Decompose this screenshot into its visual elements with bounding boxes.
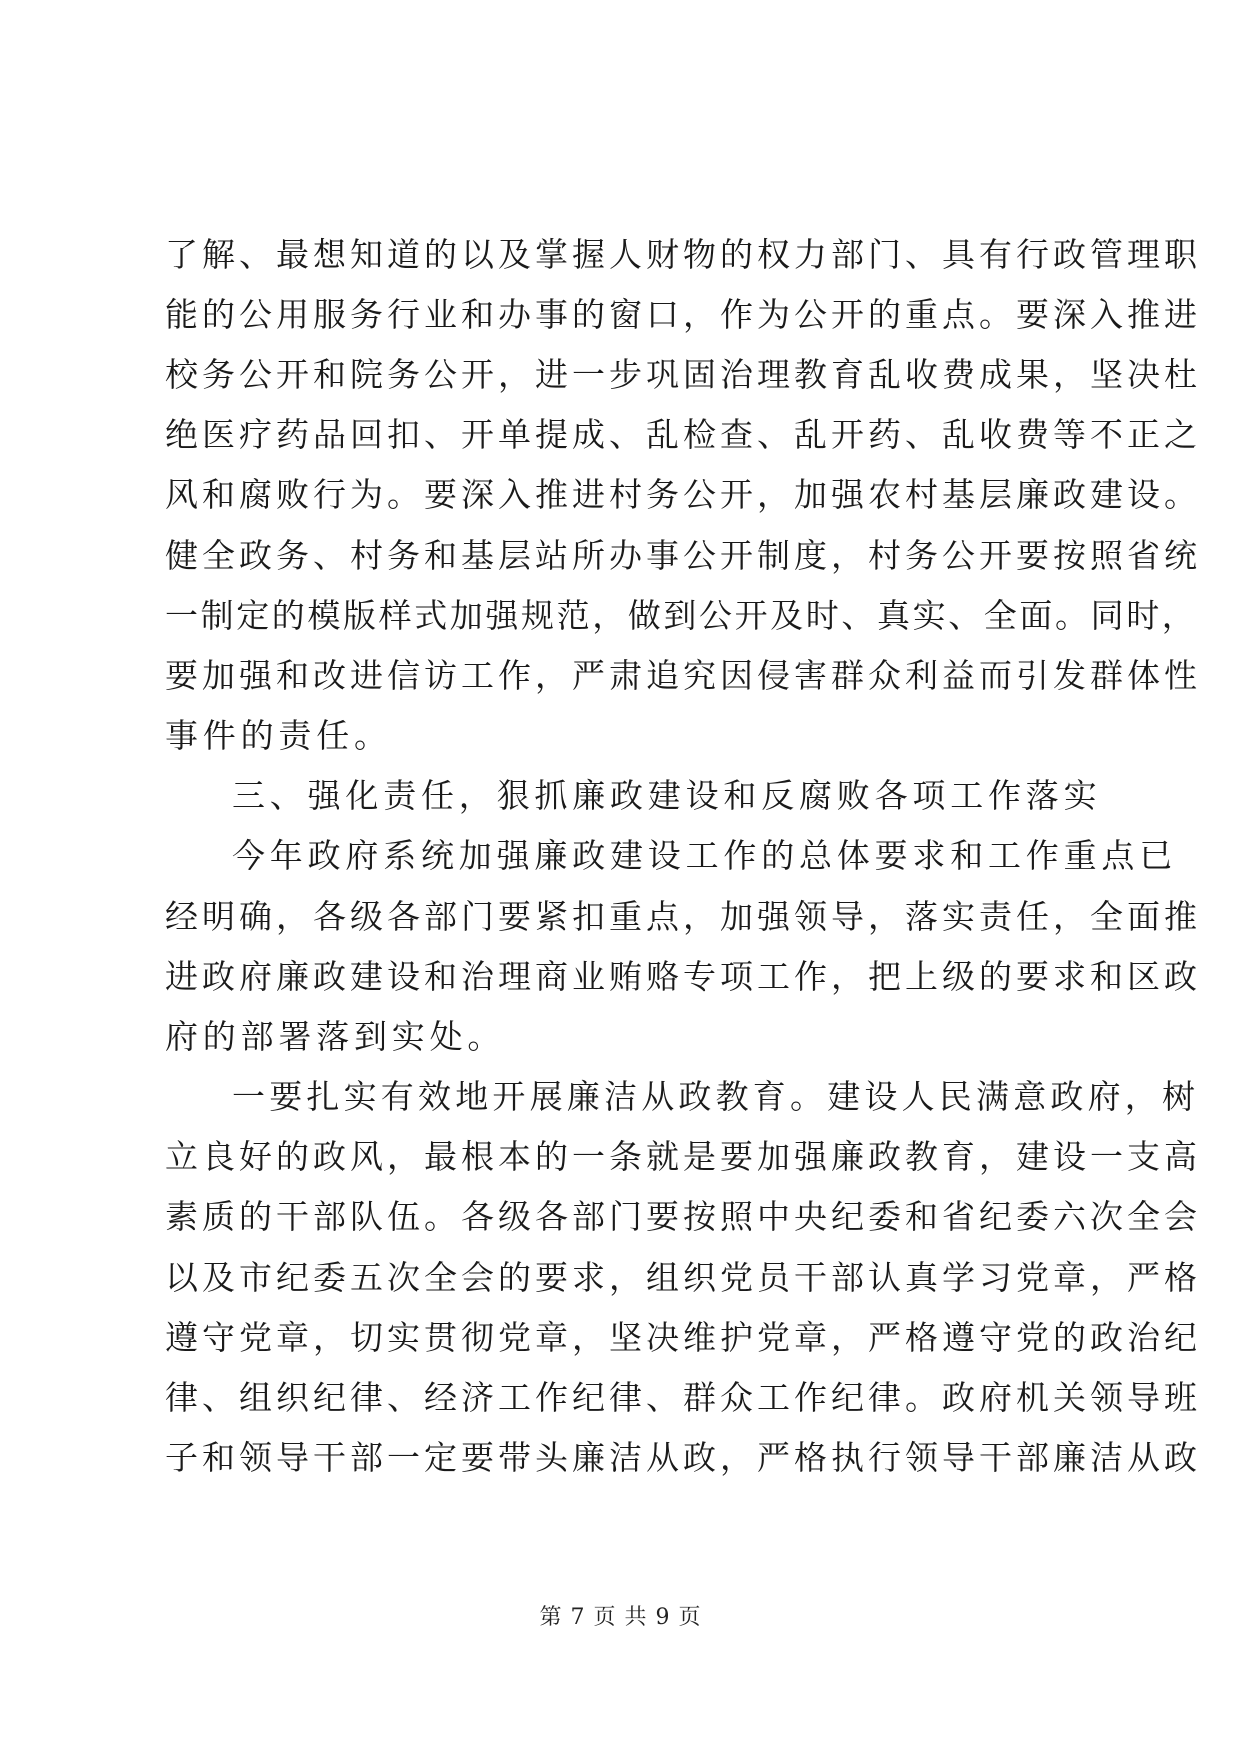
- body-line: 风和腐败行为。要深入推进村务公开，加强农村基层廉政建设。: [165, 475, 1201, 514]
- body-line: 要加强和改进信访工作，严肃追究因侵害群众利益而引发群体性: [165, 656, 1201, 695]
- page-number-footer: 第 7 页 共 9 页: [539, 1605, 702, 1630]
- body-line: 素质的干部队伍。各级各部门要按照中央纪委和省纪委六次全会: [165, 1197, 1201, 1236]
- body-line: 遵守党章，切实贯彻党章，坚决维护党章，严格遵守党的政治纪: [165, 1318, 1201, 1357]
- body-line: 进政府廉政建设和治理商业贿赂专项工作，把上级的要求和区政: [165, 957, 1201, 996]
- body-line: 能的公用服务行业和办事的窗口，作为公开的重点。要深入推进: [165, 295, 1201, 334]
- body-line: 律、组织纪律、经济工作纪律、群众工作纪律。政府机关领导班: [165, 1378, 1201, 1417]
- body-line: 绝医疗药品回扣、开单提成、乱检查、乱开药、乱收费等不正之: [165, 415, 1201, 454]
- body-line: 一制定的模版样式加强规范，做到公开及时、真实、全面。同时，: [165, 596, 1198, 635]
- body-line: 子和领导干部一定要带头廉洁从政，严格执行领导干部廉洁从政: [165, 1438, 1201, 1477]
- body-line: 经明确，各级各部门要紧扣重点，加强领导，落实责任，全面推: [165, 897, 1201, 936]
- body-line: 一要扎实有效地开展廉洁从政教育。建设人民满意政府，树: [232, 1077, 1200, 1116]
- body-line: 立良好的政风，最根本的一条就是要加强廉政教育，建设一支高: [165, 1137, 1201, 1176]
- body-line: 府的部署落到实处。: [165, 1017, 506, 1056]
- body-line: 以及市纪委五次全会的要求，组织党员干部认真学习党章，严格: [165, 1258, 1201, 1297]
- body-line: 了解、最想知道的以及掌握人财物的权力部门、具有行政管理职: [165, 235, 1201, 274]
- body-line: 校务公开和院务公开，进一步巩固治理教育乱收费成果，坚决杜: [165, 355, 1201, 394]
- body-line: 健全政务、村务和基层站所办事公开制度，村务公开要按照省统: [165, 536, 1201, 575]
- body-line: 事件的责任。: [165, 716, 392, 755]
- body-line: 今年政府系统加强廉政建设工作的总体要求和工作重点已: [232, 836, 1177, 875]
- section-heading: 三、强化责任，狠抓廉政建设和反腐败各项工作落实: [232, 776, 1102, 815]
